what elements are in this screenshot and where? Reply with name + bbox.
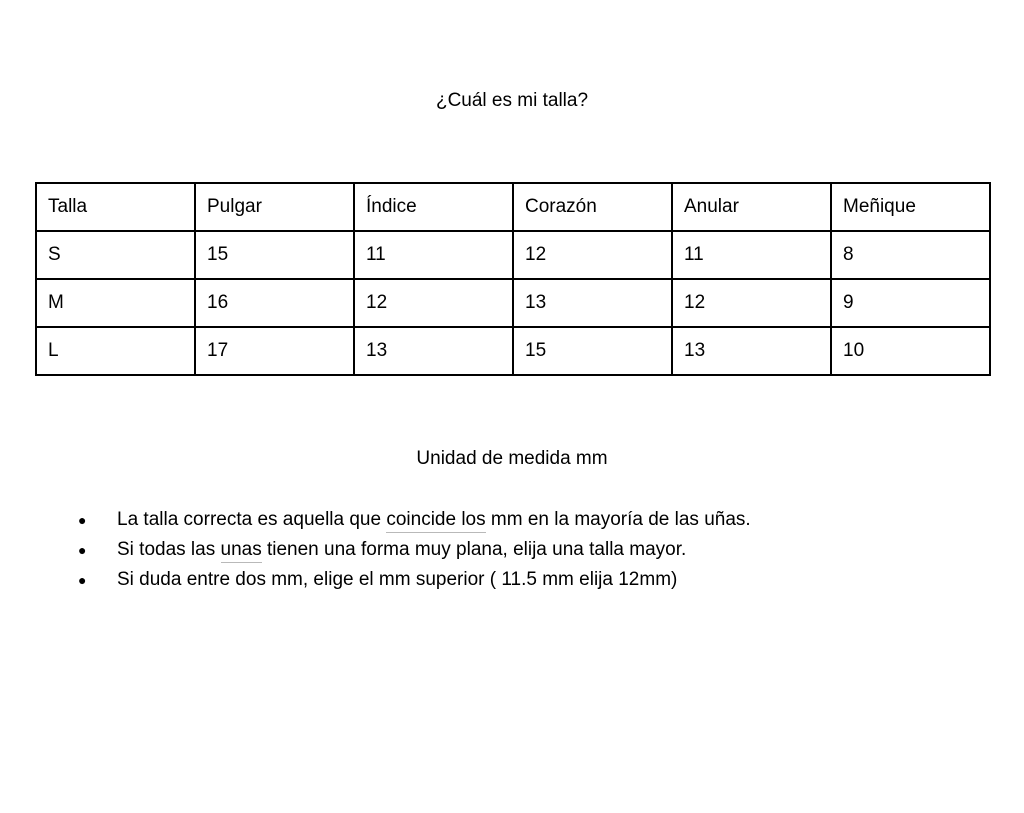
list-item — [0, 565, 1024, 595]
bullet-icon: ● — [78, 572, 87, 588]
note-text-segment: Si todas las — [117, 539, 221, 560]
table-header-cell: Índice — [354, 183, 513, 231]
list-item — [0, 535, 1024, 565]
table-header-cell: Anular — [672, 183, 831, 231]
table-row — [36, 327, 990, 375]
size-table-container — [35, 182, 991, 376]
table-cell: 12 — [672, 279, 831, 327]
table-cell: 12 — [354, 279, 513, 327]
note-text-segment: tienen una forma muy plana, elija una talla mayor. — [261, 539, 687, 560]
table-cell: 15 — [195, 231, 354, 279]
note-text — [117, 535, 1024, 565]
table-row — [36, 231, 990, 279]
table-cell: 13 — [672, 327, 831, 375]
table-cell: 12 — [513, 231, 672, 279]
table-cell: S — [36, 231, 195, 279]
bullet-icon: ● — [78, 542, 87, 558]
measurement-unit-note: Unidad de medida mm — [416, 448, 608, 469]
table-cell: 13 — [354, 327, 513, 375]
table-header-cell: Meñique — [831, 183, 990, 231]
table-cell: 11 — [672, 231, 831, 279]
table-cell: 10 — [831, 327, 990, 375]
table-header-row — [36, 183, 990, 231]
table-cell: L — [36, 327, 195, 375]
bullet-icon: ● — [78, 512, 87, 528]
table-header-cell: Pulgar — [195, 183, 354, 231]
grammar-suggestion-text: unas — [221, 539, 262, 563]
table-cell: 11 — [354, 231, 513, 279]
note-text-segment: mm en la mayoría de las uñas. — [485, 509, 751, 530]
table-cell: 15 — [513, 327, 672, 375]
table-cell: 16 — [195, 279, 354, 327]
size-table — [35, 182, 991, 376]
table-cell: 13 — [513, 279, 672, 327]
grammar-suggestion-text: coincide los — [386, 509, 485, 533]
size-table-head — [36, 183, 990, 231]
note-text — [117, 565, 1024, 595]
table-cell: 9 — [831, 279, 990, 327]
table-cell: 8 — [831, 231, 990, 279]
table-row — [36, 279, 990, 327]
table-header-cell: Corazón — [513, 183, 672, 231]
notes-list — [0, 505, 1024, 595]
size-table-body — [36, 231, 990, 375]
note-text-segment: La talla correcta es aquella que — [117, 509, 387, 530]
table-cell: 17 — [195, 327, 354, 375]
page-title: ¿Cuál es mi talla? — [435, 90, 589, 111]
note-text — [117, 505, 1024, 535]
table-header-cell: Talla — [36, 183, 195, 231]
table-cell: M — [36, 279, 195, 327]
list-item — [0, 505, 1024, 535]
note-text-segment: Si duda entre dos mm, elige el mm superior ( 11.5 mm elija 12mm) — [117, 569, 678, 590]
